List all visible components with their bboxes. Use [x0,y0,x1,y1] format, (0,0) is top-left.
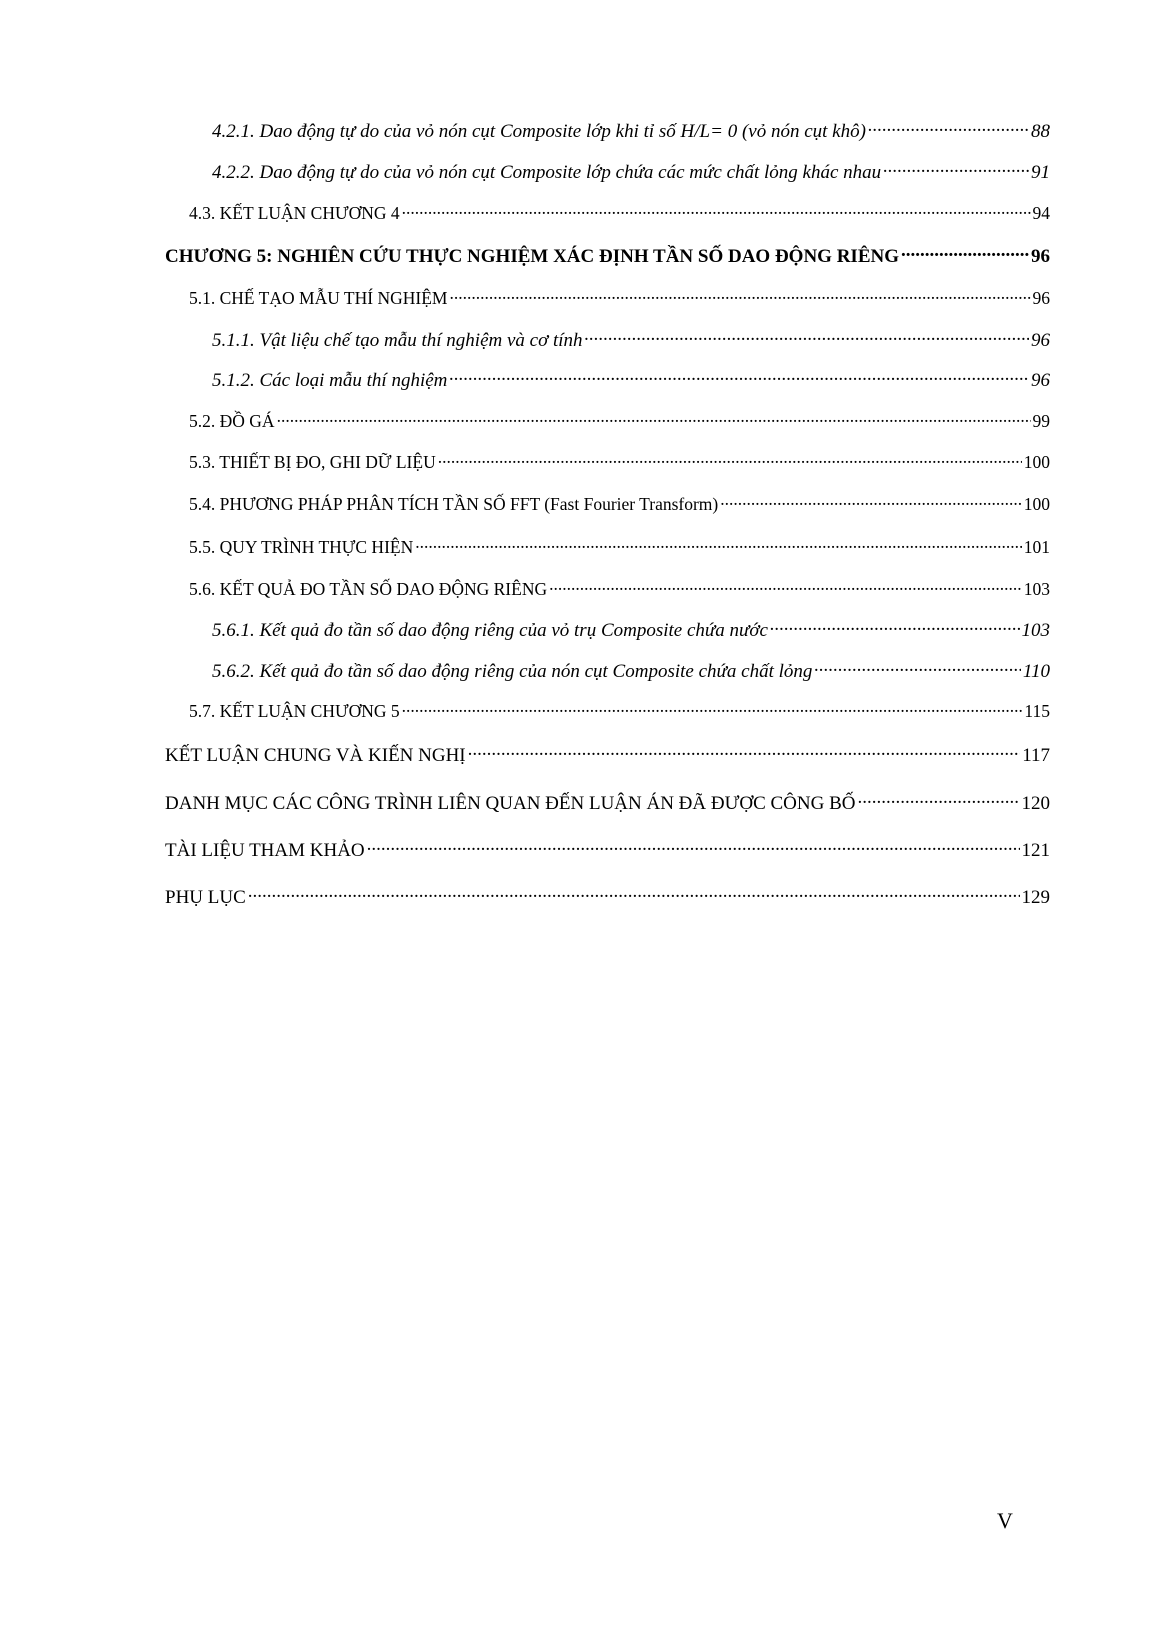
toc-entry-chapter-5[interactable] [165,243,1050,268]
toc-entry-5-2[interactable] [189,409,1050,431]
toc-entry-5-6-1[interactable] [212,617,1050,642]
toc-entry-5-6-2[interactable] [212,658,1050,683]
toc-leader-dots [868,118,1029,137]
toc-entry-page: 110 [1022,661,1050,682]
toc-entry-title: TÀI LIỆU THAM KHẢO [165,840,365,861]
toc-entry-page: 115 [1024,700,1050,721]
toc-entry-4-2-2[interactable] [212,159,1050,184]
page-number: V [997,1508,1013,1533]
toc-leader-dots [248,884,1020,903]
toc-entry-title: 5.6.2. Kết quả đo tần số dao động riêng của nón cụt Composite chứa chất lỏng [212,661,813,682]
toc-leader-dots [367,837,1020,856]
toc-entry-conclusion[interactable] [165,742,1050,767]
toc-leader-dots [468,742,1021,761]
toc-entry-title: 5.7. KẾT LUẬN CHƯƠNG 5 [189,700,400,721]
toc-entry-title: 5.1.1. Vật liệu chế tạo mẫu thí nghiệm và cơ tính [212,330,583,351]
toc-entry-title: 5.4. PHƯƠNG PHÁP PHÂN TÍCH TẦN SỐ FFT (Fast Fourier Transform) [189,493,719,514]
toc-entry-appendix[interactable] [165,884,1050,909]
toc-leader-dots [720,492,1022,510]
toc-leader-dots [449,286,1030,304]
toc-leader-dots [585,327,1029,346]
toc-entry-title: DANH MỤC CÁC CÔNG TRÌNH LIÊN QUAN ĐẾN LUẬN ÁN ĐÃ ĐƯỢC CÔNG BỐ [165,793,856,814]
toc-entry-page: 117 [1022,745,1050,766]
toc-entry-title: 5.6.1. Kết quả đo tần số dao động riêng của vỏ trụ Composite chứa nước [212,620,768,641]
toc-entry-title: KẾT LUẬN CHUNG VÀ KIẾN NGHỊ [165,745,466,766]
toc-entry-page: 96 [1031,330,1050,351]
toc-entry-title: 5.6. KẾT QUẢ ĐO TẦN SỐ DAO ĐỘNG RIÊNG [189,578,548,599]
toc-entry-page: 91 [1031,162,1050,183]
toc-entry-title: CHƯƠNG 5: NGHIÊN CỨU THỰC NGHIỆM XÁC ĐỊNH TẦN SỐ DAO ĐỘNG RIÊNG [165,246,899,267]
toc-entry-5-1[interactable] [189,286,1050,308]
toc-entry-publications[interactable] [165,790,1050,815]
toc-entry-page: 88 [1031,121,1050,142]
toc-leader-dots [549,577,1022,595]
toc-entry-page: 100 [1023,493,1050,514]
toc-entry-page: 121 [1021,840,1050,861]
toc-entry-5-3[interactable] [189,450,1050,472]
toc-leader-dots [770,617,1020,636]
toc-entry-page: 101 [1023,536,1050,557]
toc-entry-5-5[interactable] [189,535,1050,557]
toc-entry-5-1-1[interactable] [212,327,1050,352]
toc-entry-title: 5.2. ĐỒ GÁ [189,410,275,431]
toc-leader-dots [857,790,1019,809]
toc-entry-page: 129 [1021,887,1050,908]
toc-entry-references[interactable] [165,837,1050,862]
toc-entry-title: 4.3. KẾT LUẬN CHƯƠNG 4 [189,202,400,223]
toc-entry-title: PHỤ LỤC [165,887,246,908]
toc-leader-dots [402,201,1031,219]
toc-entry-4-2-1[interactable] [212,118,1050,143]
toc-entry-title: 5.1. CHẾ TẠO MẪU THÍ NGHIỆM [189,287,448,308]
toc-entry-title: 5.3. THIẾT BỊ ĐO, GHI DỮ LIỆU [189,451,436,472]
toc-entry-page: 100 [1023,451,1050,472]
toc-entry-4-3[interactable] [189,201,1050,223]
toc-leader-dots [438,450,1022,468]
toc-leader-dots [402,699,1023,717]
toc-leader-dots [901,243,1029,262]
toc-entry-page: 96 [1031,370,1050,391]
toc-entry-5-4[interactable] [189,492,1050,514]
toc-entry-title: 5.1.2. Các loại mẫu thí nghiệm [212,370,448,391]
toc-leader-dots [415,535,1022,553]
toc-entry-page: 96 [1032,287,1050,308]
toc-entry-title: 5.5. QUY TRÌNH THỰC HIỆN [189,536,414,557]
toc-leader-dots [449,367,1029,386]
toc-entry-page: 103 [1021,620,1050,641]
toc-entry-page: 99 [1032,410,1050,431]
toc-entry-title: 4.2.1. Dao động tự do của vỏ nón cụt Composite lớp khi tỉ số H/L= 0 (vỏ nón cụt khô) [212,121,866,142]
toc-entry-page: 103 [1023,578,1050,599]
toc-entry-page: 94 [1032,202,1050,223]
toc-entry-5-7[interactable] [189,699,1050,721]
toc-entry-title: 4.2.2. Dao động tự do của vỏ nón cụt Composite lớp chứa các mức chất lỏng khác nhau [212,162,882,183]
toc-leader-dots [814,658,1021,677]
toc-entry-5-1-2[interactable] [212,367,1050,392]
toc-leader-dots [277,409,1031,427]
toc-entry-page: 96 [1031,246,1050,267]
toc-entry-5-6[interactable] [189,577,1050,599]
toc-entry-page: 120 [1021,793,1050,814]
toc-leader-dots [883,159,1029,178]
